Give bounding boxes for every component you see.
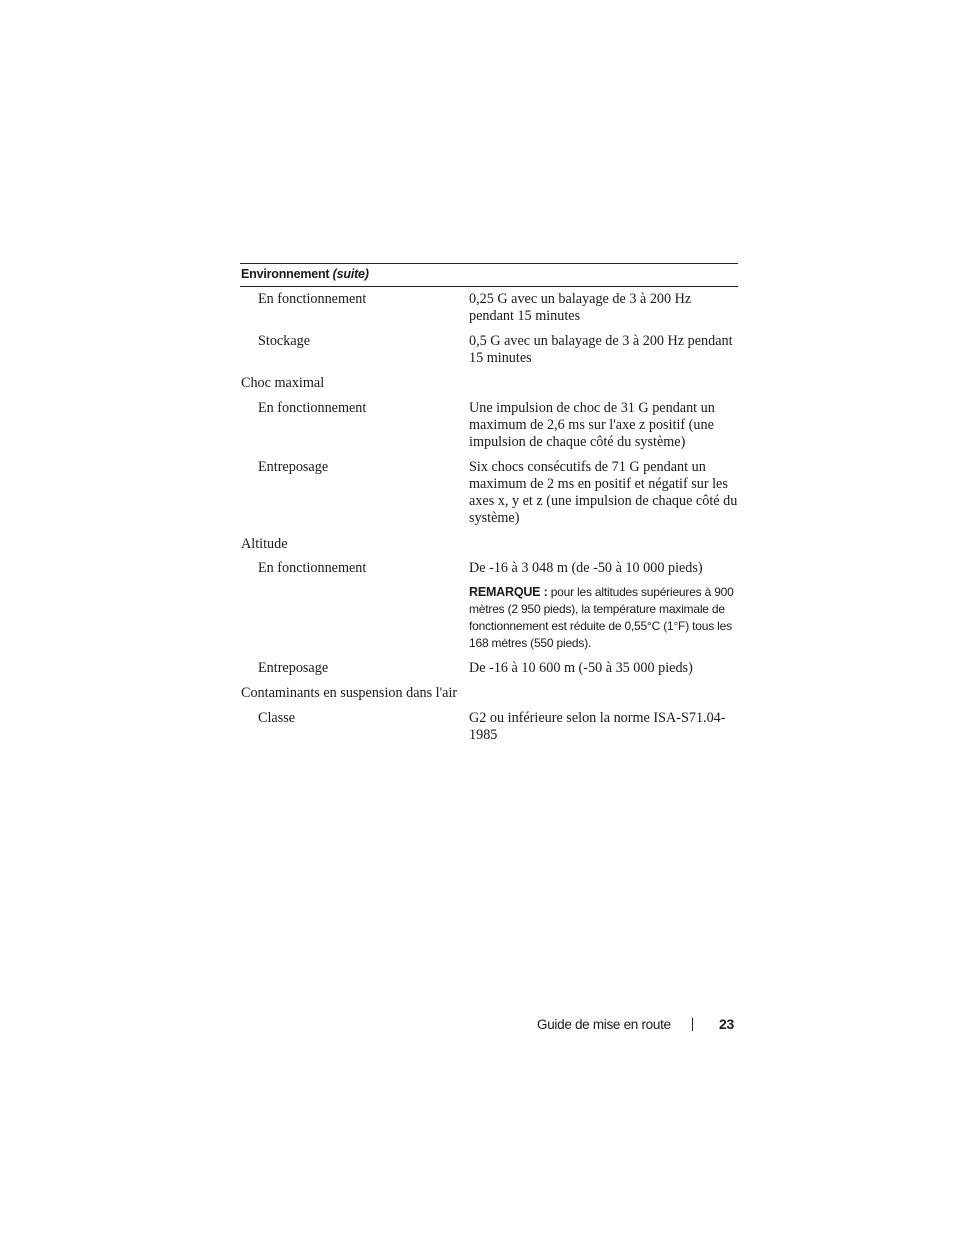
section-label: Altitude xyxy=(241,536,288,552)
footer-separator xyxy=(692,1018,693,1031)
row-label: Stockage xyxy=(258,333,311,349)
row-label: En fonctionnement xyxy=(258,291,367,307)
row-value: Une impulsion de choc de 31 G pendant un maximum de 2,6 ms sur l'axe z positif (une impulsion de chaque côté du système) xyxy=(469,400,715,450)
footer-guide-title: Guide de mise en route xyxy=(537,1017,671,1032)
row-label: Entreposage xyxy=(258,660,329,676)
row-value: G2 ou inférieure selon la norme ISA-S71.04-1985 xyxy=(469,710,726,743)
row-label: Classe xyxy=(258,710,296,726)
section-label: Contaminants en suspension dans l'air xyxy=(241,685,458,701)
row-value: 0,25 G avec un balayage de 3 à 200 Hz pendant 15 minutes xyxy=(469,291,692,324)
page-number: 23 xyxy=(719,1016,734,1032)
note-text: pour les altitudes supérieures à 900 mètres (2 950 pieds), la température maximale de fonctionnement est réduite de 0,55°C (1°F) tous les 168 mètres (550 pieds). xyxy=(469,585,734,650)
row-value: De -16 à 10 600 m (-50 à 35 000 pieds) xyxy=(469,660,693,676)
row-value: 0,5 G avec un balayage de 3 à 200 Hz pendant 15 minutes xyxy=(469,333,733,366)
row-label: En fonctionnement xyxy=(258,400,367,416)
table-header xyxy=(240,263,738,287)
table-header-suite: (suite) xyxy=(332,267,369,281)
row-value: Six chocs consécutifs de 71 G pendant un maximum de 2 ms en positif et négatif sur les axes x, y et z (une impulsion de chaque côté du système) xyxy=(469,459,738,526)
spec-table xyxy=(240,263,738,743)
row-label: En fonctionnement xyxy=(258,560,367,576)
row-label: Entreposage xyxy=(258,459,329,475)
section-label: Choc maximal xyxy=(241,375,325,391)
table-header-title: Environnement xyxy=(241,267,330,281)
note-label: REMARQUE : xyxy=(469,585,548,599)
row-value: De -16 à 3 048 m (de -50 à 10 000 pieds) xyxy=(469,560,703,576)
note-box xyxy=(469,584,739,652)
page-footer xyxy=(0,1015,954,1035)
